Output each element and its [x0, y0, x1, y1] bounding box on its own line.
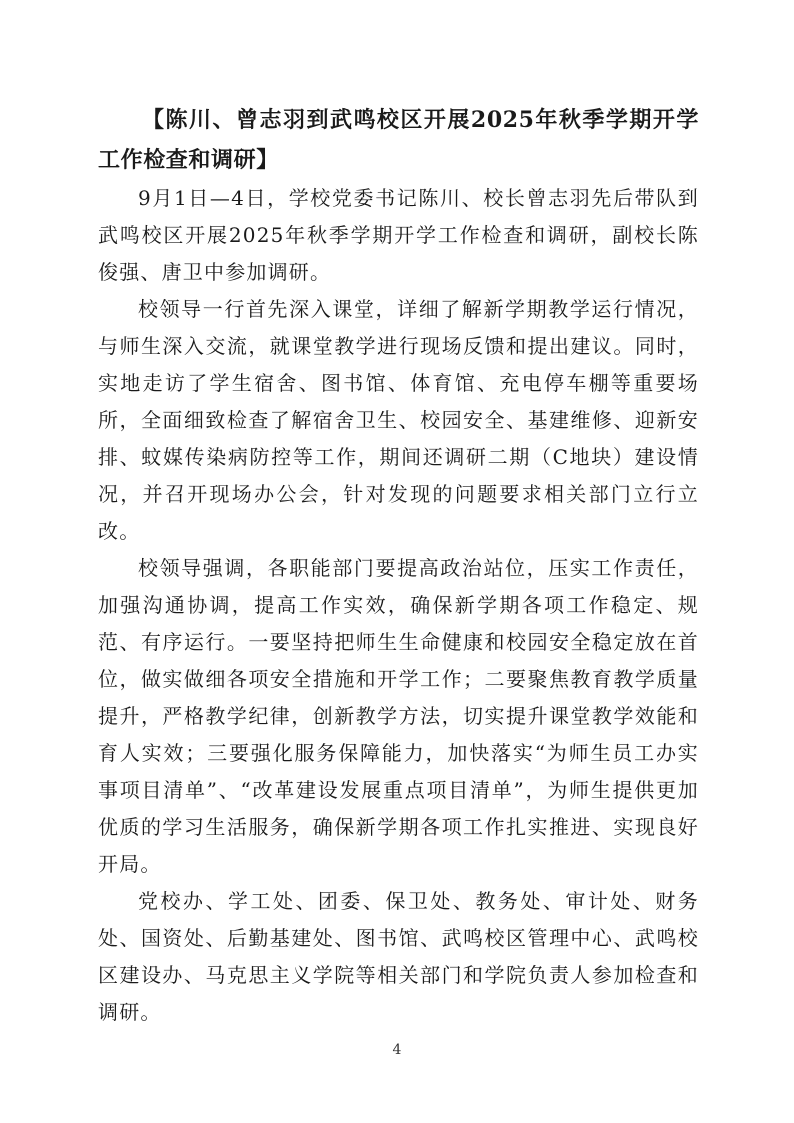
paragraph-3: 校领导强调，各职能部门要提高政治站位，压实工作责任，加强沟通协调，提高工作实效，确保新学期各项工作稳定、规范、有序运行。一要坚持把师生生命健康和校园安全稳定放在首位，做实做细各项安全措施和开学工作；二要聚焦教育教学质量提升，严格教学纪律，创新教学方法，切实提升课堂教学效能和育人实效；三要强化服务保障能力，加快落实“为师生员工办实事项目清单”、“改革建设发展重点项目清单”，为师生提供更加优质的学习生活服务，确保新学期各项工作扎实推进、实现良好开局。 [98, 556, 699, 876]
paragraph-2: 校领导一行首先深入课堂，详细了解新学期教学运行情况，与师生深入交流，就课堂教学进行现场反馈和提出建议。同时，实地走访了学生宿舍、图书馆、体育馆、充电停车棚等重要场所，全面细致检查了解宿舍卫生、校园安全、基建维修、迎新安排、蚊媒传染病防控等工作，期间还调研二期（C地块）建设情况，并召开现场办公会，针对发现的问题要求相关部门立行立改。 [98, 297, 699, 543]
article-title: 【陈川、曾志羽到武鸣校区开展2025年秋季学期开学工作检查和调研】 [98, 107, 699, 173]
paragraph-4: 党校办、学工处、团委、保卫处、教务处、审计处、财务处、国资处、后勤基建处、图书馆、武鸣校区管理中心、武鸣校区建设办、马克思主义学院等相关部门和学院负责人参加检查和调研。 [98, 889, 699, 1024]
paragraph-1: 9月1日—4日，学校党委书记陈川、校长曾志羽先后带队到武鸣校区开展2025年秋季学期开学工作检查和调研，副校长陈俊强、唐卫中参加调研。 [98, 186, 699, 284]
article-body [98, 100, 699, 1031]
page-number: 4 [392, 1042, 402, 1058]
